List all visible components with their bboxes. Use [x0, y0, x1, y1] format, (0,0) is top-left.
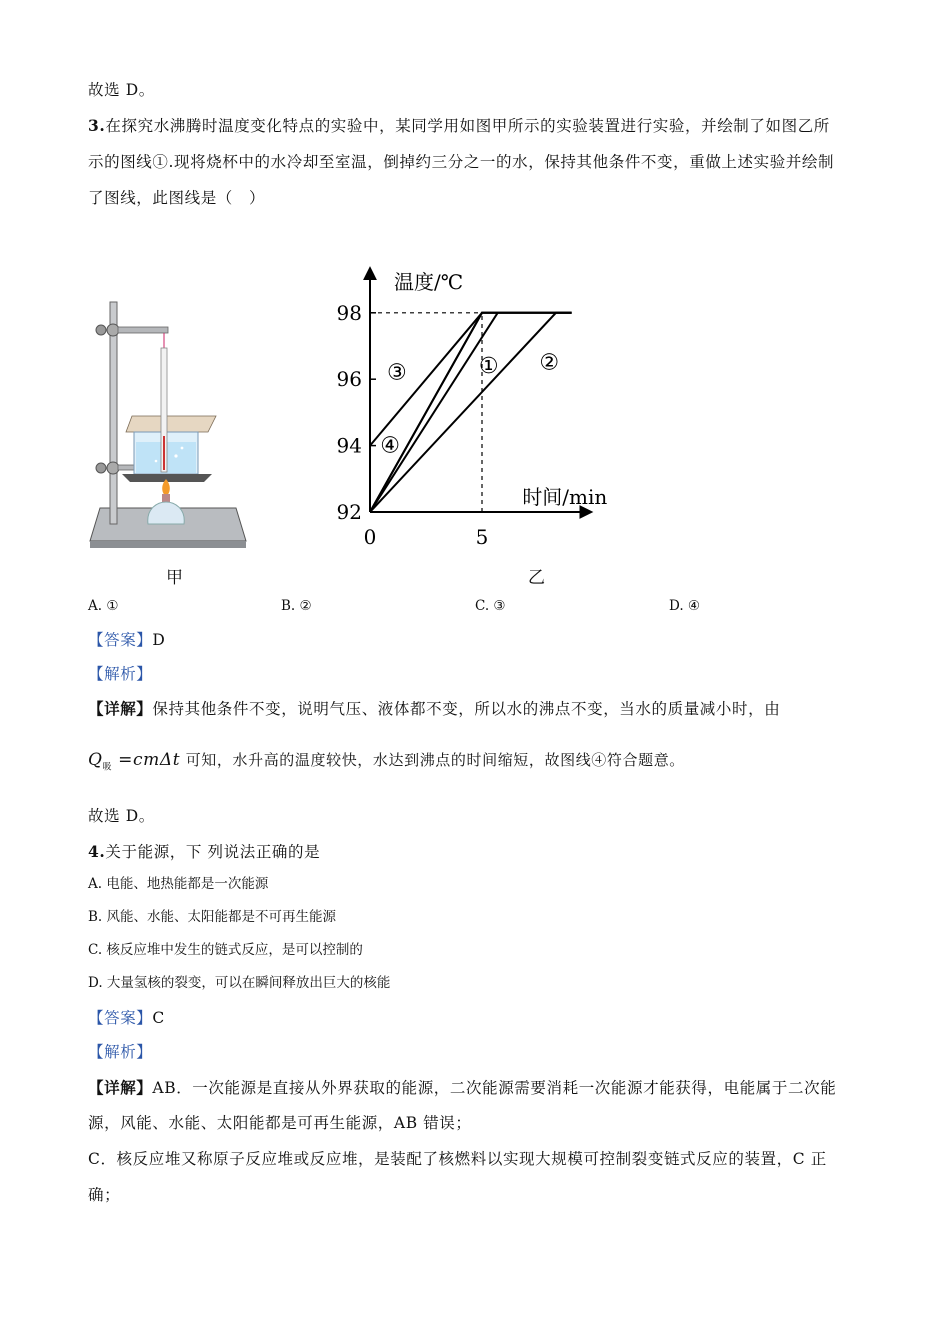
- bubble: [155, 460, 158, 463]
- bubble: [181, 447, 184, 450]
- q4-stem-text: 关于能源，下 列说法正确的是: [105, 843, 321, 861]
- y-tick-label: 98: [336, 300, 362, 325]
- q4-option-b: B. 风能、水能、太阳能都是不可再生能源: [88, 909, 337, 925]
- q3-detail-line-2: [88, 752, 880, 772]
- x-tick-label: 5: [475, 525, 489, 549]
- figure-a-caption: 甲: [166, 568, 183, 588]
- figure-b-caption: 乙: [528, 568, 545, 588]
- q4-analysis-tag: 【解析】: [88, 1043, 153, 1061]
- x-axis-label: 时间/min: [522, 485, 608, 509]
- q4-option-c: C. 核反应堆中发生的链式反应，是可以控制的: [88, 942, 363, 958]
- q3-stem-line-3: 了图线，此图线是（ ）: [88, 189, 266, 207]
- series-label: ④: [380, 433, 401, 459]
- q3-option-d: D. ④: [669, 598, 701, 614]
- series-label: ③: [387, 360, 407, 386]
- q3-detail-line-1: [88, 701, 880, 718]
- y-tick-label: 92: [336, 500, 362, 524]
- q4-detail-line-1: [88, 1080, 880, 1097]
- q3-answer-value: D: [152, 631, 166, 649]
- q4-detail-tag: 【详解】: [88, 1078, 153, 1097]
- apparatus-figure: [86, 296, 256, 558]
- q3-detail-tag: 【详解】: [88, 699, 153, 718]
- q3-number: 3.: [88, 116, 106, 135]
- lower-clamp: [107, 462, 119, 474]
- q4-detail-text-1: AB．一次能源是直接从外界获取的能源，二次能源需要消耗一次能源才能获得，电能属于二次能: [152, 1079, 837, 1097]
- stand-base-edge: [90, 541, 246, 548]
- q3-stem-line-1: [88, 118, 880, 135]
- q3-detail-text-2: 可知，水升高的温度较快，水达到沸点的时间缩短，故图线④符合题意。: [185, 751, 685, 769]
- q3-close: 故选 D。: [88, 807, 155, 825]
- burner-wick: [162, 494, 170, 502]
- upper-clamp-screw: [96, 325, 106, 335]
- q3-option-a: A. ①: [88, 598, 119, 614]
- y-tick-label: 94: [336, 433, 362, 458]
- previous-answer-close: 故选 D。: [88, 81, 155, 99]
- y-tick-label: 96: [336, 367, 362, 392]
- q4-answer: [88, 1011, 880, 1027]
- q3-formula: $Q_吸 =cm\Delta t$: [88, 750, 181, 773]
- series-line: [370, 313, 498, 512]
- q4-answer-value: C: [152, 1009, 165, 1027]
- q4-answer-tag: 【答案】: [88, 1009, 153, 1027]
- q3-detail-text-1: 保持其他条件不变，说明气压、液体都不变，所以水的沸点不变，当水的质量减小时，由: [152, 700, 781, 718]
- series-line: [370, 313, 572, 512]
- beaker-lid: [126, 416, 216, 432]
- temperature-time-graph: [330, 262, 690, 554]
- q4-stem: [88, 844, 880, 861]
- x-tick-label: 0: [363, 525, 377, 549]
- alcohol-lamp: [148, 502, 184, 524]
- series-line: [370, 313, 572, 512]
- upper-arm: [118, 327, 168, 333]
- series-line: [370, 313, 572, 512]
- q3-analysis-tag: 【解析】: [88, 665, 153, 683]
- series-label: ②: [539, 350, 560, 376]
- lower-clamp-screw: [96, 463, 106, 473]
- q3-option-b: B. ②: [281, 598, 312, 614]
- y-axis-label: 温度/℃: [394, 269, 464, 294]
- q4-detail-line-2: 源，风能、水能、太阳能都是可再生能源，AB 错误；: [88, 1114, 472, 1132]
- q3-option-c: C. ③: [475, 598, 506, 614]
- q3-answer: [88, 633, 880, 649]
- q3-stem-text-1: 在探究水沸腾时温度变化特点的实验中，某同学用如图甲所示的实验装置进行实验，并绘制了如图乙所: [105, 117, 830, 135]
- q4-option-a: A. 电能、地热能都是一次能源: [88, 876, 269, 892]
- q3-stem-line-2: 示的图线①.现将烧杯中的水冷却至室温，倒掉约三分之一的水，保持其他条件不变，重做上述实验并绘制: [88, 153, 835, 171]
- upper-clamp: [107, 324, 119, 336]
- q4-option-d: D. 大量氢核的裂变，可以在瞬间释放出巨大的核能: [88, 975, 391, 991]
- q4-detail-line-3: C．核反应堆又称原子反应堆或反应堆，是装配了核燃料以实现大规模可控制裂变链式反应的装置，C 正: [88, 1150, 827, 1168]
- series-label: ①: [478, 353, 499, 379]
- q4-detail-line-4: 确；: [88, 1186, 121, 1204]
- q4-number: 4.: [88, 842, 106, 861]
- q3-answer-tag: 【答案】: [88, 631, 153, 649]
- bubble: [174, 454, 177, 457]
